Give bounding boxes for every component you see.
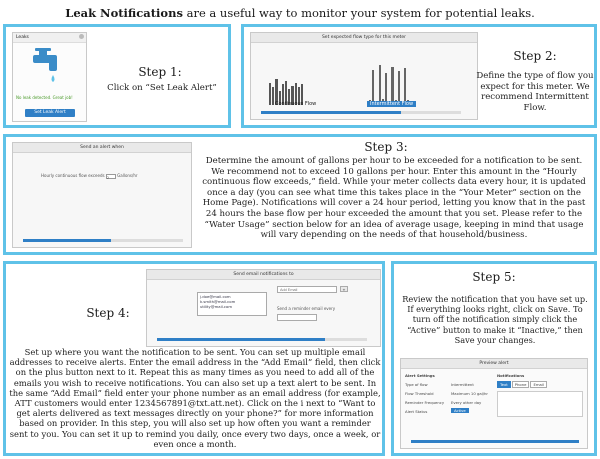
text-chip[interactable]: Text xyxy=(497,381,511,388)
intermittent-flow-chart[interactable] xyxy=(369,65,409,105)
alert-row-value: Maximum 10 gal/hr xyxy=(451,391,488,396)
notification-preview-box xyxy=(497,391,583,417)
step1-title: Step 1: xyxy=(138,65,182,79)
alert-row: Alert Status xyxy=(405,409,428,414)
step3-panel xyxy=(3,134,597,255)
email-item[interactable]: k.smith@mail.com xyxy=(200,299,236,304)
step5-title: Step 5: xyxy=(472,270,516,284)
set-leak-alert-button[interactable]: Set Leak Alert xyxy=(25,109,75,117)
notification-chips xyxy=(497,381,548,388)
alert-row: Type of flow xyxy=(405,382,428,387)
reminder-label: Send a reminder email every xyxy=(277,306,336,311)
step4-panel xyxy=(3,261,385,456)
notifications-label: Notifications xyxy=(497,373,525,378)
step4-body: Set up where you want the notification to be sent. You can set up multiple email addresses to receive alerts. Enter the email address in the “Add Email” field, then click on the plus button next to it. Repeat this as many times as you need to add all of the emails you wish to receive notifications. You can also set up a text alert to be sent. In the same “Add Email” field enter your phone number as an email address (for example, ATT customers would enter 1234567891@txt.att.net). Click on the i next to “Want to get alerts delivered as text messages directly on your phone?” for more information based on provider. In this step, you will also set up how often you want a reminder sent to you. You can set it up to remind you daily, once every two days, once a week, or even once a month. xyxy=(9,347,381,449)
alert-row: Reminder Frequency xyxy=(405,400,445,405)
wizard-progress xyxy=(411,440,579,443)
add-email-input[interactable] xyxy=(277,286,337,293)
reminder-select[interactable] xyxy=(277,314,317,321)
faucet-icon xyxy=(29,47,69,87)
gear-icon xyxy=(79,34,84,39)
wizard-progress xyxy=(261,111,461,114)
step2-title: Step 2: xyxy=(513,49,557,63)
preview-alert-heading: Preview alert xyxy=(401,359,587,369)
active-toggle-button[interactable]: Active xyxy=(451,408,469,413)
step2-panel xyxy=(241,24,597,128)
step3-title: Step 3: xyxy=(364,140,408,154)
step4-title: Step 4: xyxy=(86,306,130,320)
flow-unit: Gallons/hr xyxy=(117,173,138,178)
step2-body: Define the type of flow you expect for this meter. We recommend Intermittent Flow. xyxy=(476,71,594,113)
step1-screenshot xyxy=(12,32,87,122)
flow-type-heading: Set expected flow type for this meter xyxy=(251,33,477,43)
step5-screenshot xyxy=(400,358,588,449)
flow-bar xyxy=(269,83,271,105)
email-item[interactable]: utility@mail.com xyxy=(200,304,233,309)
email-chip[interactable]: Email xyxy=(530,381,547,388)
hourly-flow-input[interactable]: 2 xyxy=(106,174,116,179)
flow-bar xyxy=(398,71,400,105)
wizard-progress xyxy=(157,338,367,341)
email-notifications-heading: Send email notifications to xyxy=(147,270,380,280)
header-bold: Leak Notifications xyxy=(65,6,183,20)
leaks-heading: Leaks xyxy=(13,33,86,43)
step4-screenshot xyxy=(146,269,381,347)
alert-row-value: Every other day xyxy=(451,400,482,405)
flow-bar xyxy=(379,65,381,105)
step5-body: Review the notification that you have set up. If everything looks right, click on Save. To turn off the notification simply click the “Active” button to make it “Inactive,” then Save your changes. xyxy=(402,294,588,345)
add-email-plus-button[interactable]: + xyxy=(340,286,348,292)
intermittent-flow-label[interactable]: Intermittent Flow xyxy=(367,101,416,107)
flow-bar xyxy=(391,67,393,105)
leak-status-text: No leak detected. Great job! xyxy=(16,95,73,100)
send-alert-heading: Send an alert when xyxy=(13,143,191,153)
page-header xyxy=(0,6,600,20)
alert-settings-label: Alert Settings xyxy=(405,373,435,378)
step1-panel xyxy=(3,24,231,128)
flow-bar xyxy=(404,68,406,105)
step3-screenshot xyxy=(12,142,192,248)
email-list[interactable] xyxy=(197,292,267,316)
alert-row-value: Intermittent xyxy=(451,382,474,387)
flow-bar xyxy=(372,70,374,105)
continuous-flow-label[interactable]: Continuous Flow xyxy=(275,101,317,107)
step5-panel xyxy=(391,261,597,456)
hourly-flow-row xyxy=(41,173,138,179)
alert-row: Flow Threshold xyxy=(405,391,434,396)
phone-chip[interactable]: Phone xyxy=(512,381,530,388)
hourly-flow-label: Hourly continuous flow exceeds xyxy=(41,173,105,178)
email-item[interactable]: j.doe@mail.com xyxy=(200,294,231,299)
wizard-progress xyxy=(23,239,183,242)
header-rest: are a useful way to monitor your system for potential leaks. xyxy=(182,6,535,20)
step2-screenshot xyxy=(250,32,478,120)
step1-body: Click on “Set Leak Alert” xyxy=(107,83,217,93)
step3-body: Determine the amount of gallons per hour to be exceeded for a notification to be sent. We recommend not to exceed 10 gallons per hour. Enter this amount in the “Hourly continuous flow exceeds,” field. While your meter collects data every hour, it is updated once a day (you can see what time this takes place in the “Your Meter” section on the Home Page). Notifications will cover a 24 hour period, letting you know that in the past 24 hours the base flow per hour exceeded the amount that you set. Please refer to the “Water Usage” section below for an idea of average usage, keeping in mind that usage will vary depending on the needs of that household/business. xyxy=(202,156,586,241)
